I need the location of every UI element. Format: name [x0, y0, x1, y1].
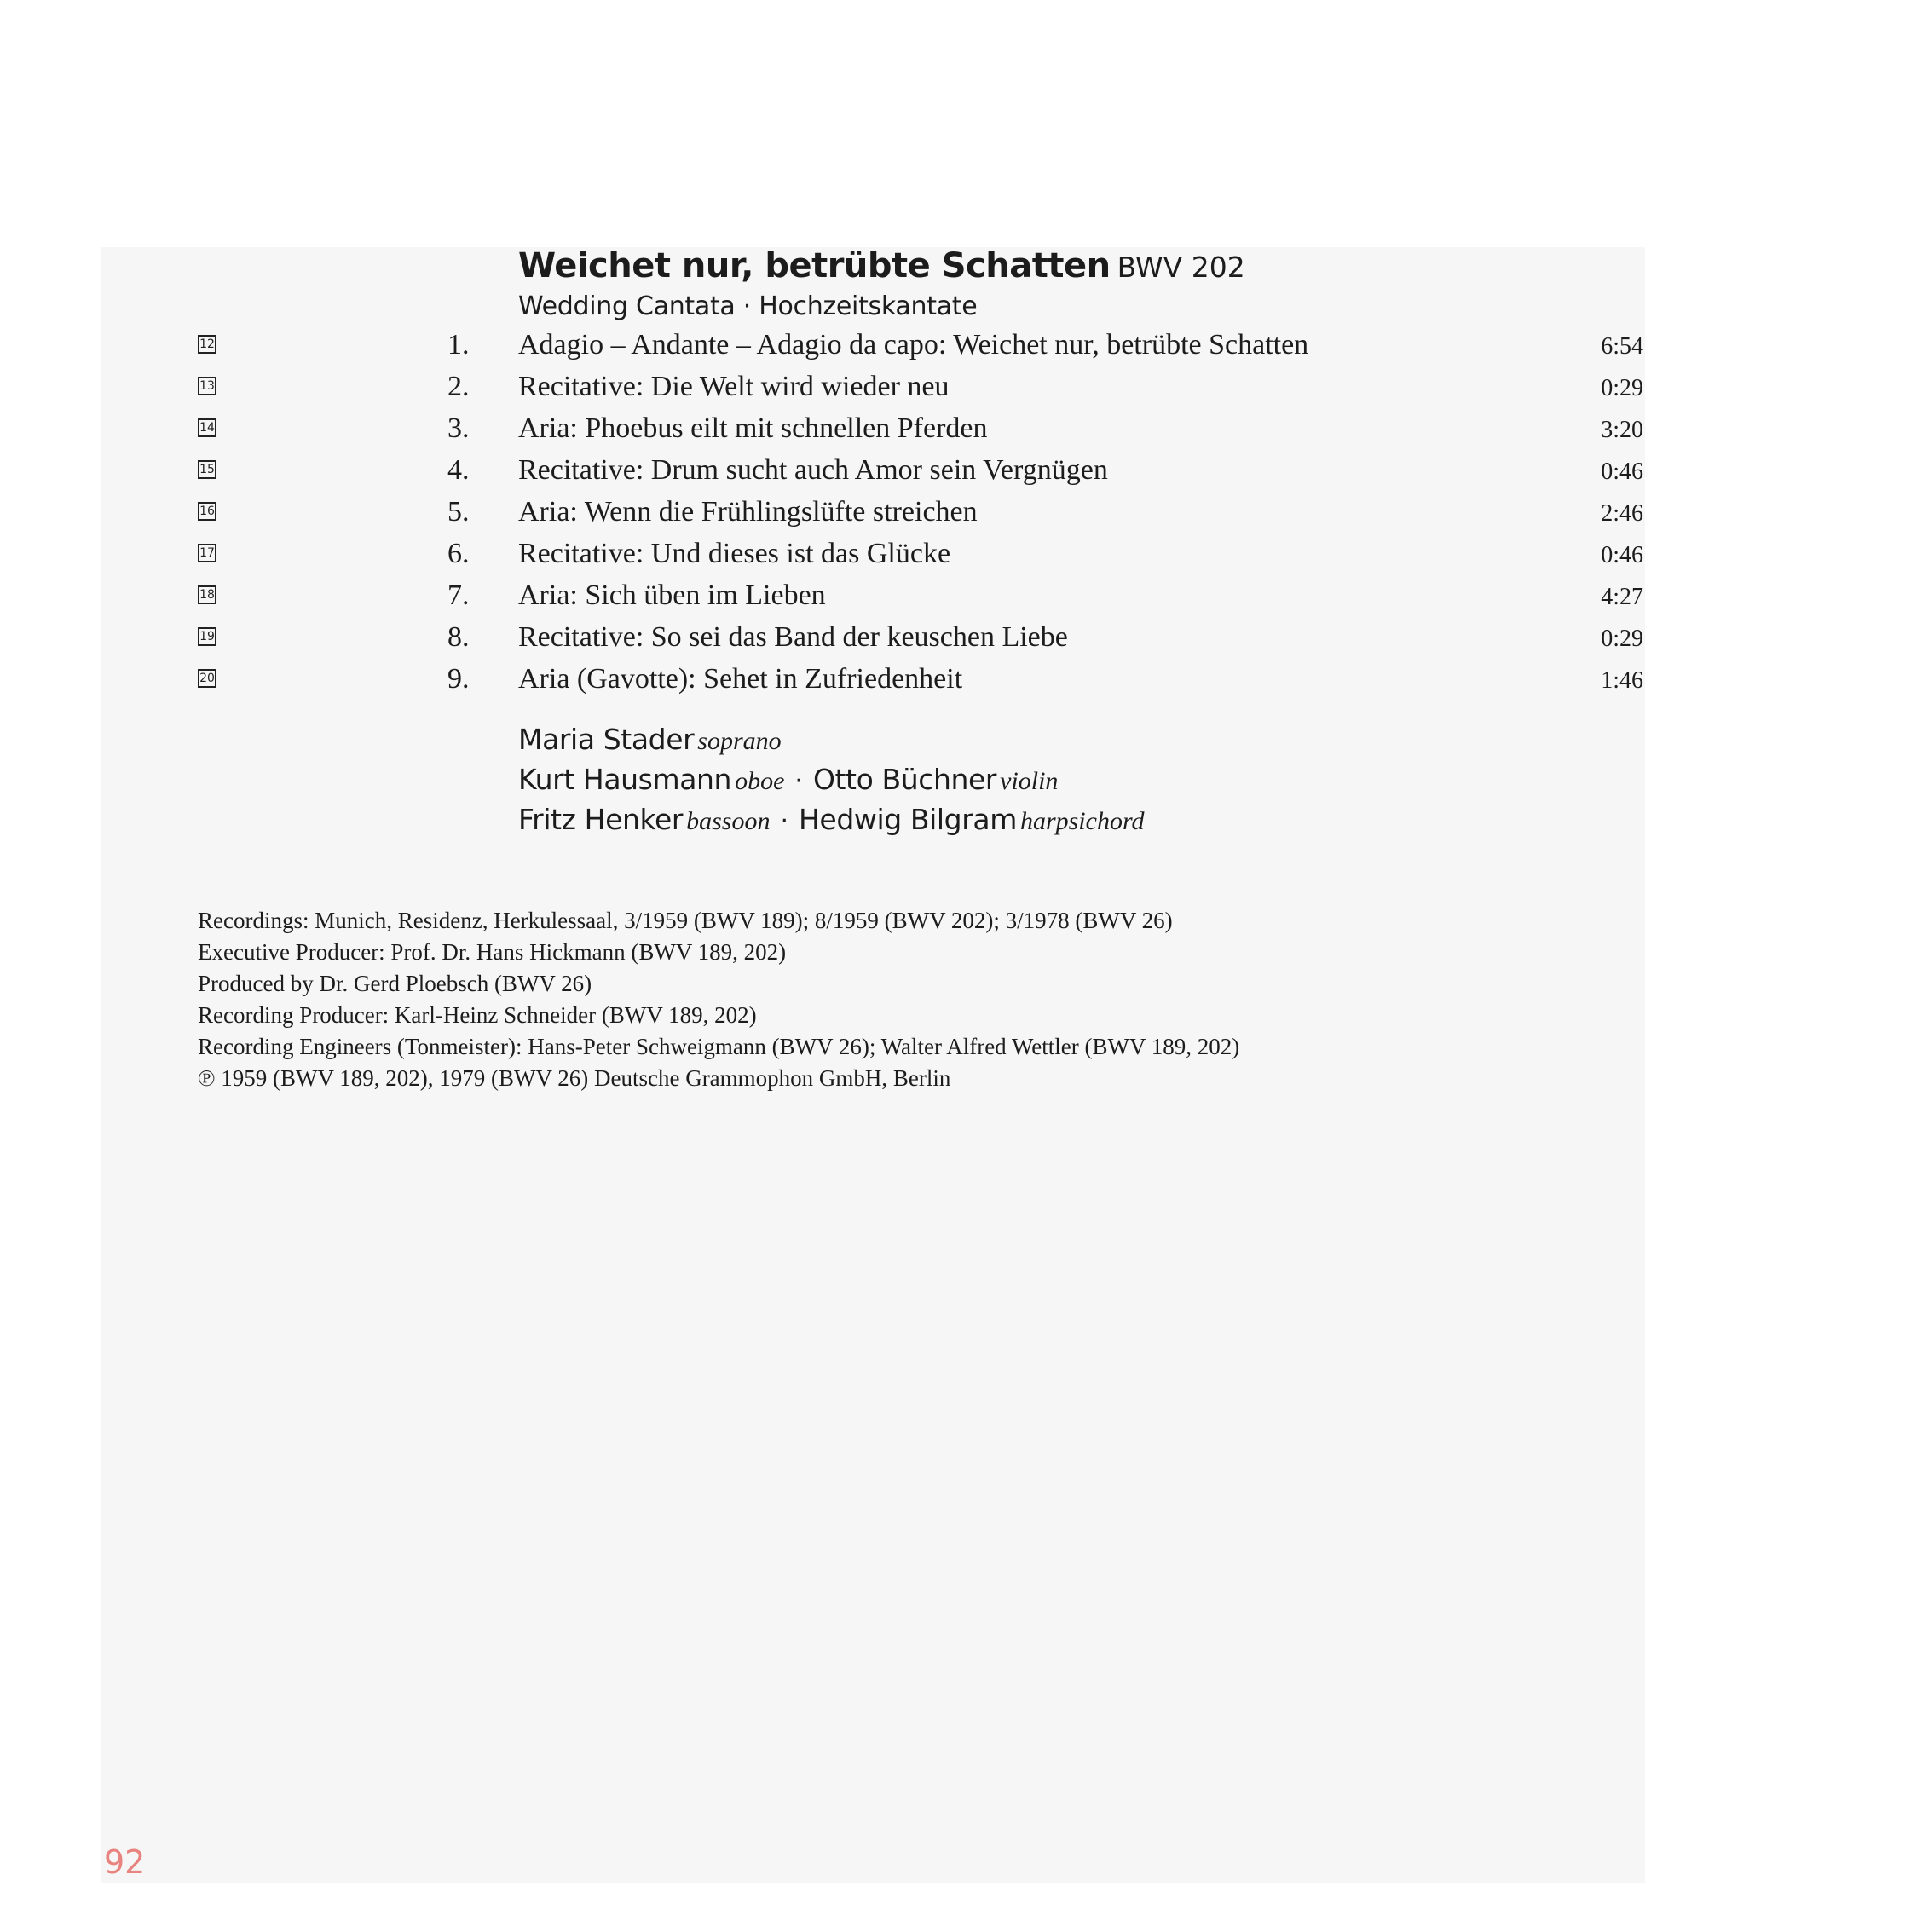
- credit-line: Recording Engineers (Tonmeister): Hans-Peter Schweigmann (BWV 26); Walter Alfred Wettler (BWV 189, 202): [198, 1034, 1240, 1059]
- movement-number: 2.: [447, 371, 470, 402]
- track-number-box: 15: [198, 460, 216, 479]
- track-row: [0, 409, 1905, 451]
- track-number-box: 16: [198, 502, 216, 521]
- movement-title: Aria: Phoebus eilt mit schnellen Pferden: [518, 412, 988, 444]
- movement-title: Recitative: Die Welt wird wieder neu: [518, 371, 950, 402]
- track-number-box: 20: [198, 669, 216, 688]
- movement-title: Aria: Sich üben im Lieben: [518, 580, 826, 611]
- movement-number: 3.: [447, 412, 470, 444]
- movement-number: 5.: [447, 496, 470, 528]
- credit-line: Recording Producer: Karl-Heinz Schneider (BWV 189, 202): [198, 1002, 757, 1028]
- credit-line: Executive Producer: Prof. Dr. Hans Hickmann (BWV 189, 202): [198, 939, 787, 965]
- movement-number: 8.: [447, 621, 470, 653]
- track-number-box: 17: [198, 544, 216, 562]
- performer-name: Otto Büchner: [812, 763, 997, 796]
- movement-number: 6.: [447, 538, 470, 569]
- performer-name: Fritz Henker: [518, 803, 684, 836]
- track-number-box: 13: [198, 377, 216, 395]
- track-row: [0, 618, 1905, 660]
- track-row: [0, 367, 1905, 409]
- movement-duration: 2:46: [1601, 500, 1643, 527]
- movement-duration: 0:46: [1601, 542, 1643, 568]
- credit-line: Recordings: Munich, Residenz, Herkulessaal, 3/1959 (BWV 189); 8/1959 (BWV 202); 3/1978 (BWV 26): [198, 908, 1173, 933]
- separator-dot: ·: [780, 806, 789, 836]
- movement-title: Recitative: So sei das Band der keuschen Liebe: [518, 621, 1068, 653]
- movement-number: 1.: [447, 329, 470, 360]
- movement-duration: 0:29: [1601, 626, 1643, 652]
- work-title: Weichet nur, betrübte Schatten: [518, 246, 1111, 285]
- track-row: [0, 576, 1905, 618]
- page-number: 92: [104, 1843, 146, 1881]
- credit-line: ℗ 1959 (BWV 189, 202), 1979 (BWV 26) Deutsche Grammophon GmbH, Berlin: [198, 1065, 951, 1091]
- movement-title: Aria (Gavotte): Sehet in Zufriedenheit: [518, 663, 963, 695]
- performer-name: Kurt Hausmann: [518, 763, 732, 796]
- movement-title: Recitative: Und dieses ist das Glücke: [518, 538, 951, 569]
- track-number-box: 14: [198, 418, 216, 437]
- movement-number: 4.: [447, 454, 470, 486]
- work-subtitle: Wedding Cantata · Hochzeitskantate: [518, 291, 978, 321]
- track-row: [0, 534, 1905, 576]
- movement-duration: 1:46: [1601, 667, 1643, 694]
- performer-role: harpsichord: [1019, 807, 1145, 835]
- recording-credits: [198, 905, 1239, 1094]
- credit-line: Produced by Dr. Gerd Ploebsch (BWV 26): [198, 971, 592, 996]
- movement-title: Adagio – Andante – Adagio da capo: Weichet nur, betrübte Schatten: [518, 329, 1309, 360]
- movement-duration: 3:20: [1601, 417, 1643, 443]
- movement-duration: 0:29: [1601, 375, 1643, 401]
- track-row: [0, 326, 1905, 367]
- work-bwv: BWV 202: [1117, 251, 1245, 284]
- movement-duration: 0:46: [1601, 458, 1643, 485]
- movement-title: Aria: Wenn die Frühlingslüfte streichen: [518, 496, 978, 528]
- performer-role: bassoon: [686, 807, 771, 835]
- performer-name: Hedwig Bilgram: [799, 803, 1017, 836]
- movement-duration: 6:54: [1601, 333, 1643, 360]
- track-row: [0, 660, 1905, 701]
- track-number-box: 12: [198, 335, 216, 354]
- performer-role: soprano: [697, 727, 782, 755]
- movement-number: 7.: [447, 580, 470, 611]
- separator-dot: ·: [794, 766, 803, 796]
- movement-duration: 4:27: [1601, 584, 1643, 610]
- track-row: [0, 493, 1905, 534]
- performer-line: [518, 799, 1145, 846]
- track-row: [0, 451, 1905, 493]
- movement-title: Recitative: Drum sucht auch Amor sein Vergnügen: [518, 454, 1108, 486]
- track-number-box: 19: [198, 627, 216, 646]
- performer-role: oboe: [735, 767, 785, 795]
- performer-role: violin: [1000, 767, 1059, 795]
- track-number-box: 18: [198, 585, 216, 604]
- movement-number: 9.: [447, 663, 470, 695]
- performer-name: Maria Stader: [518, 723, 695, 756]
